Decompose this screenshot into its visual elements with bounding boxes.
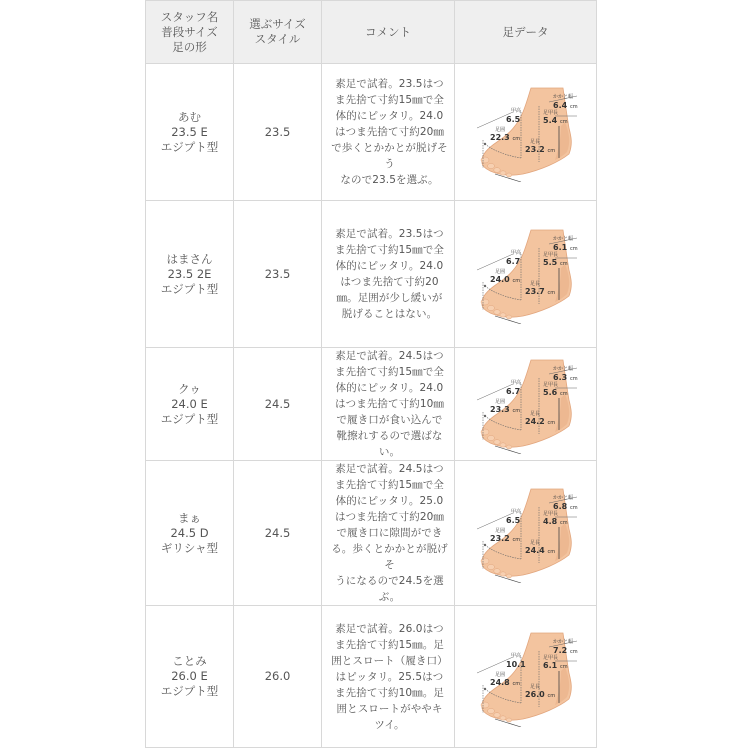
header-staff-name: スタッフ名 (160, 9, 219, 24)
header-usual-size: 普段サイズ (161, 24, 218, 39)
instep-length-value: 6.1 cm (543, 660, 568, 670)
instep-height-value: 10.1 (506, 659, 526, 669)
instep-height-label: 甲高 (511, 652, 522, 659)
comment-cell (322, 64, 455, 201)
comment-line: 囲とスロート（履き口） (331, 654, 448, 667)
instep-height-label: 甲高 (511, 250, 522, 256)
staff-name: はまさん (166, 251, 213, 266)
staff-name: ことみ (172, 654, 207, 668)
comment-cell (322, 606, 455, 748)
header-comment: コメント (322, 1, 455, 64)
foot-length-value: 23.2 cm (525, 145, 556, 154)
girth-label: 足囲 (495, 269, 506, 275)
foot-length-label: 足長 (530, 540, 541, 546)
comment-line: 素足で試着。24.5はつ (335, 463, 444, 475)
comment-line: 素足で試着。24.5はつ (335, 350, 444, 362)
comment-line: ま先捨て寸約15㎜で全 (335, 244, 444, 256)
foot-diagram (455, 224, 596, 324)
heel-width-value: 6.8 cm (553, 502, 578, 511)
comment-line: うになるので24.5を選 (335, 575, 444, 587)
staff-name: クゥ (178, 381, 201, 396)
staff-usual-size: 24.0 E (171, 396, 208, 411)
foot-diagram (455, 82, 596, 182)
heel-width-value: 6.4 cm (553, 101, 578, 110)
staff-usual-size: 23.5 E (171, 124, 208, 139)
staff-foot-shape: エジプト型 (160, 281, 219, 296)
comment-line: で履き口が食い込んで (336, 414, 443, 426)
foot-length-label: 足長 (530, 281, 541, 287)
size-comparison-table (145, 0, 597, 748)
instep-length-value: 5.4 cm (543, 116, 568, 125)
instep-length-label: 足甲長 (543, 382, 559, 388)
foot-illustration (455, 354, 596, 454)
girth-value: 22.3 cm (490, 133, 521, 142)
heel-width-label: かかと幅 (553, 236, 574, 242)
foot-data-cell (455, 201, 597, 348)
header-staff (146, 1, 234, 64)
staff-foot-shape: ギリシャ型 (160, 540, 219, 555)
header-style: スタイル (254, 32, 301, 46)
heel-width-value: 6.3 cm (553, 373, 578, 382)
comment-line: はつま先捨て寸約20㎜ (335, 126, 444, 138)
chosen-size: 24.5 (234, 348, 322, 461)
heel-width-label: かかと幅 (553, 94, 574, 100)
comment-line: ま先捨て寸約15㎜で全 (335, 479, 444, 491)
chosen-size: 23.5 (234, 64, 322, 201)
staff-name: まぁ (178, 510, 201, 525)
girth-value: 24.0 cm (490, 275, 521, 284)
heel-width-value: 7.2 cm (553, 645, 578, 655)
instep-height-value: 6.5 (506, 115, 521, 124)
foot-length-label: 足長 (530, 139, 541, 145)
comment-line: 体的にピッタリ。25.0 (335, 495, 444, 507)
comment-line: ま先捨て寸約15㎜で全 (335, 366, 444, 378)
heel-width-label: かかと幅 (553, 638, 574, 645)
chosen-size: 24.5 (234, 461, 322, 606)
header-foot-shape: 足の形 (172, 39, 207, 54)
comment-line: 素足で試着。23.5はつ (335, 228, 444, 240)
comment-line: なので23.5を選ぶ。 (340, 174, 439, 186)
girth-value: 23.2 cm (490, 534, 521, 543)
comment-line: ぶ。 (378, 591, 401, 603)
foot-diagram (455, 354, 596, 454)
staff-foot-shape: エジプト型 (160, 684, 219, 698)
instep-length-value: 5.5 cm (543, 258, 568, 267)
staff-cell (146, 606, 234, 748)
foot-length-label: 足長 (530, 683, 541, 690)
staff-name: あむ (178, 109, 201, 124)
comment-cell (322, 348, 455, 461)
comment-line: 脱げることはない。 (341, 308, 438, 320)
comment-line: はつま先捨て寸約10㎜ (335, 398, 444, 410)
comment-line: はピッタリ。25.5はつ (335, 670, 444, 683)
comment-line: 靴擦れするので選ばない。 (336, 430, 443, 458)
table-row (146, 461, 597, 606)
girth-label: 足囲 (495, 528, 506, 534)
instep-height-value: 6.7 (506, 257, 521, 266)
foot-data-cell (455, 461, 597, 606)
foot-illustration (455, 82, 596, 182)
comment-line: る。歩くとかかとが脱げそ (331, 543, 448, 571)
header-foot-data: 足データ (455, 1, 597, 64)
comment-line: 体的にピッタリ。24.0 (335, 110, 444, 122)
foot-diagram (455, 627, 596, 727)
comment-line: 素足で試着。26.0はつ (335, 622, 444, 635)
comment-line: はつま先捨て寸約20 (340, 276, 439, 288)
instep-height-label: 甲高 (511, 380, 522, 386)
comment-cell (322, 201, 455, 348)
comment-line: 体的にピッタリ。24.0 (335, 260, 444, 272)
table-row (146, 201, 597, 348)
foot-illustration (455, 224, 596, 324)
staff-cell (146, 348, 234, 461)
girth-label: 足囲 (495, 671, 506, 678)
foot-length-value: 26.0 cm (525, 689, 556, 699)
header-chosen-size: 選ぶサイズ (249, 17, 306, 31)
comment-cell (322, 461, 455, 606)
foot-illustration (455, 627, 596, 727)
comment-line: 囲とスロートがややキ (336, 702, 443, 715)
heel-width-value: 6.1 cm (553, 243, 578, 252)
table-row (146, 64, 597, 201)
instep-length-label: 足甲長 (543, 511, 559, 517)
instep-height-label: 甲高 (511, 509, 522, 515)
chosen-size: 26.0 (234, 606, 322, 748)
comment-line: ま先捨て寸約10㎜。足 (335, 686, 444, 699)
instep-length-value: 5.6 cm (543, 388, 568, 397)
comment-line: ま先捨て寸約15㎜。足 (335, 638, 444, 651)
girth-value: 23.3 cm (490, 405, 521, 414)
instep-length-label: 足甲長 (543, 654, 559, 661)
comment-line: ま先捨て寸約15㎜で全 (335, 94, 444, 106)
foot-data-cell (455, 606, 597, 748)
comment-line: 体的にピッタリ。24.0 (335, 382, 444, 394)
comment-line: ㎜。足囲が少し緩いが (336, 292, 443, 304)
foot-data-cell (455, 348, 597, 461)
comment-line: 素足で試着。23.5はつ (335, 78, 444, 90)
comment-line: ツイ。 (374, 718, 405, 731)
girth-label: 足囲 (495, 399, 506, 405)
table-header-row (146, 1, 597, 64)
comment-line: で歩くとかかとが脱げそう (331, 142, 448, 170)
staff-foot-shape: エジプト型 (160, 139, 219, 154)
foot-data-cell (455, 64, 597, 201)
staff-usual-size: 23.5 2E (167, 266, 212, 281)
girth-label: 足囲 (495, 127, 506, 133)
girth-value: 24.8 cm (490, 677, 521, 687)
instep-height-label: 甲高 (511, 108, 522, 114)
foot-length-value: 24.4 cm (525, 546, 556, 555)
heel-width-label: かかと幅 (553, 366, 574, 372)
instep-length-label: 足甲長 (543, 252, 559, 258)
foot-length-label: 足長 (530, 411, 541, 417)
header-size (234, 1, 322, 64)
staff-cell (146, 461, 234, 606)
comment-line: はつま先捨て寸約20㎜ (335, 511, 444, 523)
comment-line: で履き口に隙間ができ (336, 527, 443, 539)
instep-height-value: 6.7 (506, 387, 521, 396)
staff-usual-size: 26.0 E (171, 669, 208, 683)
staff-foot-shape: エジプト型 (160, 411, 219, 426)
table-row (146, 606, 597, 748)
instep-height-value: 6.5 (506, 516, 521, 525)
heel-width-label: かかと幅 (553, 495, 574, 501)
foot-length-value: 23.7 cm (525, 287, 556, 296)
staff-cell (146, 64, 234, 201)
foot-illustration (455, 483, 596, 583)
table-row (146, 348, 597, 461)
instep-length-label: 足甲長 (543, 110, 559, 116)
chosen-size: 23.5 (234, 201, 322, 348)
foot-length-value: 24.2 cm (525, 417, 556, 426)
instep-length-value: 4.8 cm (543, 517, 568, 526)
foot-diagram (455, 483, 596, 583)
staff-usual-size: 24.5 D (170, 525, 209, 540)
staff-cell (146, 201, 234, 348)
